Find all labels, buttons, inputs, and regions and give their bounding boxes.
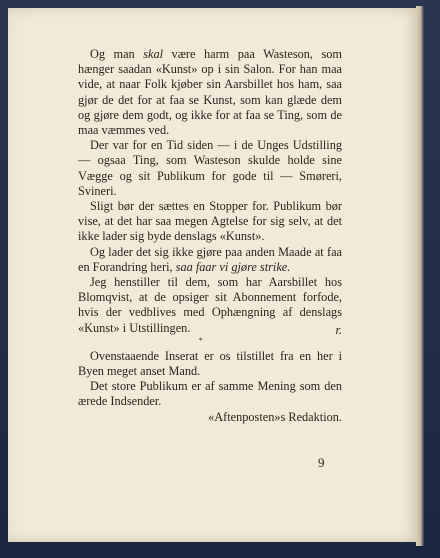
separator-asterisk: * bbox=[198, 335, 203, 345]
paragraph-1-start: Og man bbox=[90, 47, 144, 61]
paragraph-1-rest: være harm paa Wasteson, som hænger saadan «Kunst» op i sin Salon. For han maa vide, at naar Folk kjøber sin Aarsbillet hos ham, saa gjør de det for at faa se Kunst, som kan glæde dem og gjøre dem godt, og ikke for at faa se Ting, som de maa væmmes ved. bbox=[78, 47, 343, 138]
page-edges bbox=[416, 6, 424, 546]
redaktion-signature: «Aftenposten»s Redaktion. bbox=[208, 409, 342, 424]
paragraph-4-start: Og lader det sig ikke gjøre paa anden Maade at faa en Forandring heri, bbox=[78, 244, 342, 274]
signature: r. bbox=[335, 322, 342, 337]
paragraph-5-text: Jeg henstiller til dem, som har Aarsbillet hos Blomqvist, at de opsiger sit Abonnement forfode, hvis der vedblives med Ophængning af denslags «Kunst» i Utstillingen. bbox=[78, 275, 342, 335]
page-number: 9 bbox=[318, 455, 325, 470]
note-2: Det store Publikum er af samme Mening som den ærede Indsender. bbox=[78, 379, 342, 409]
paragraph-5 bbox=[78, 275, 342, 336]
emphasis-strike: saa faar vi gjøre strike. bbox=[175, 259, 291, 274]
page-text bbox=[78, 47, 342, 425]
paragraph-3: Sligt bør der sættes en Stopper for. Publikum bør vise, at det har saa megen Agtelse for sig selv, at det ikke lader sig byde denslags «Kunst». bbox=[78, 199, 342, 244]
paragraph-4 bbox=[78, 245, 342, 275]
paragraph-1 bbox=[78, 47, 342, 138]
paragraph-2: Der var for en Tid siden — i de Unges Udstilling — ogsaa Ting, som Wasteson skulde holde sine Vægge og sit Publikum for gode til — Smøreri, Svineri. bbox=[78, 138, 342, 198]
emphasis-skal: skal bbox=[143, 47, 164, 61]
note-1: Ovenstaaende Inserat er os tilstillet fra en her i Byen meget anset Mand. bbox=[78, 348, 342, 379]
